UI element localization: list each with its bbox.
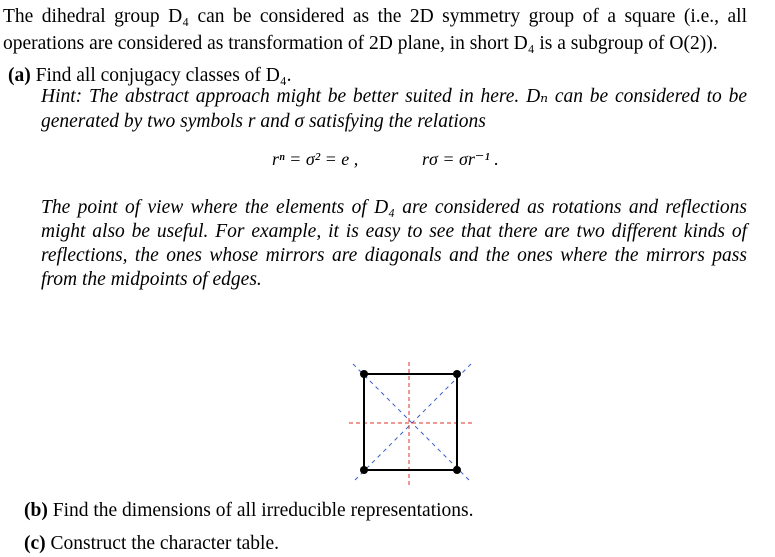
vertex-bottom-right [453,466,461,474]
relation-1: rⁿ = σ² = e , [272,149,359,169]
part-b-label: (b) [24,500,48,521]
vertex-top-right [453,370,461,378]
part-b-text: Find the dimensions of all irreducible representations. [52,500,474,521]
part-a-text: Find all conjugacy classes of D₄. [35,65,292,86]
pov-line-4: from the midpoints of edges. [41,269,262,290]
intro-line-2: operations are considered as transformation of 2D plane, in short D₄ is a subgroup of O(2)). [3,33,718,54]
part-b [24,498,474,524]
part-c-text: Construct the character table. [50,533,280,554]
part-c [24,531,279,557]
intro-paragraph [3,3,747,57]
square-symmetry-diagram [345,360,475,490]
hint-line-2: generated by two symbols r and σ satisfying the relations [41,111,486,132]
vertex-top-left [360,370,368,378]
vertex-bottom-left [360,466,368,474]
pov-line-2: might also be useful. For example, it is easy to see that there are two different kinds of [41,221,747,242]
hint-paragraph [41,84,747,134]
relation-2: rσ = σr⁻¹ . [422,149,499,169]
intro-line-1: The dihedral group D₄ can be considered as the 2D symmetry group of a square (i.e., all [3,6,747,27]
pov-line-1: The point of view where the elements of D₄ are considered as rotations and reflections [41,197,747,218]
point-of-view-paragraph [41,196,747,292]
pov-line-3: reflections, the ones whose mirrors are diagonals and the ones where the mirrors pass [41,245,747,266]
hint-line-1: Hint: The abstract approach might be better suited in here. Dₙ can be considered to be [41,86,747,107]
part-a-label: (a) [8,65,31,86]
part-c-label: (c) [24,533,46,554]
